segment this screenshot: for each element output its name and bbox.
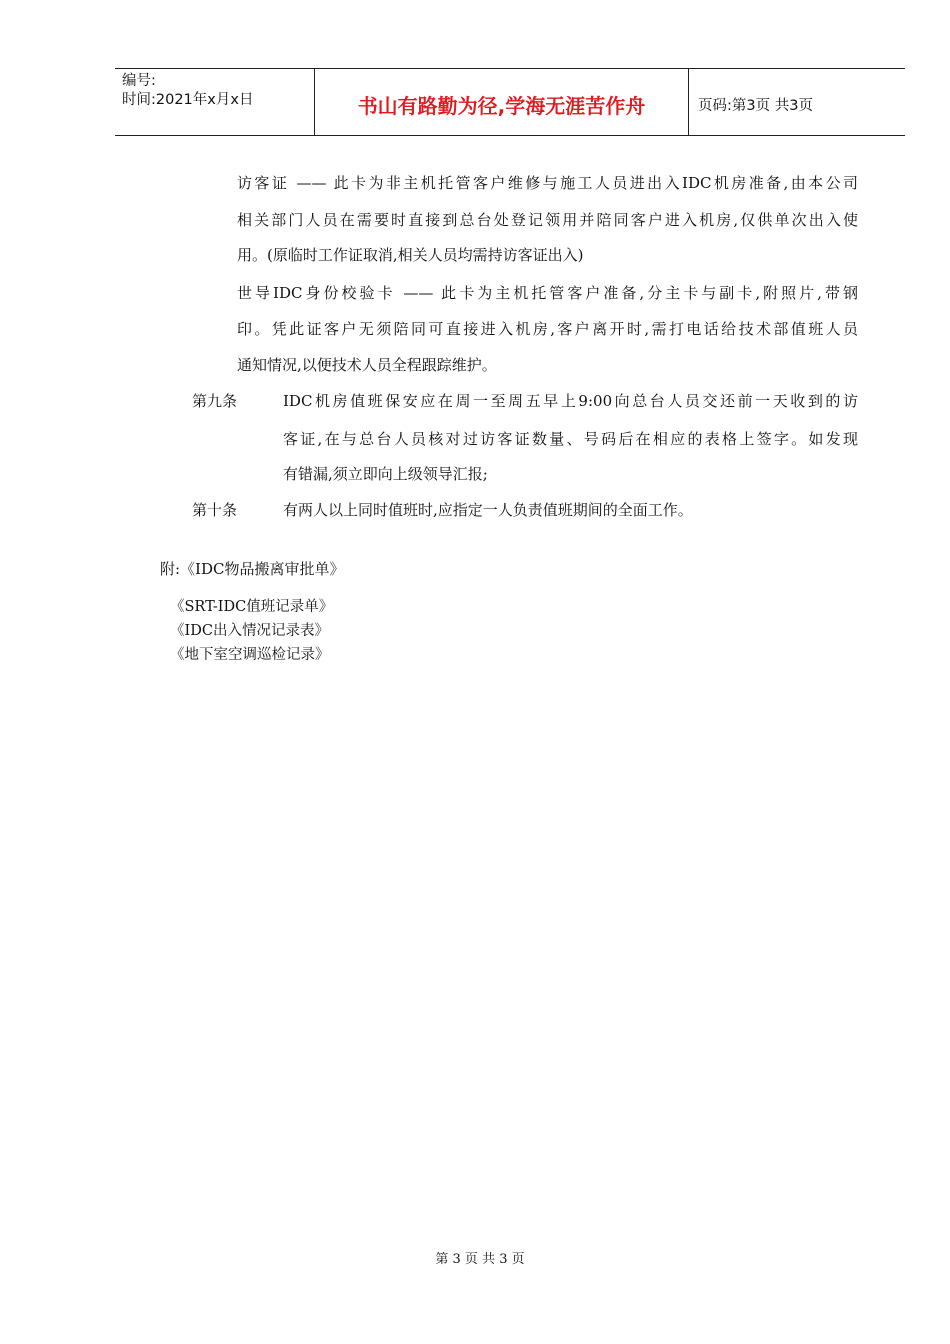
article10-text: 有两人以上同时值班时,应指定一人负责值班期间的全面工作。 bbox=[283, 501, 693, 519]
page-header bbox=[115, 68, 905, 136]
visitor-line-1: 访客证 —— 此卡为非主机托管客户维修与施工人员进出入IDC机房准备,由本公司 bbox=[237, 174, 858, 192]
idcard-line-2: 印。凭此证客户无须陪同可直接进入机房,客户离开时,需打电话给技术部值班人员 bbox=[237, 320, 858, 338]
idcard-line-1: 世导IDC身份校验卡 —— 此卡为主机托管客户准备,分主卡与副卡,附照片,带钢 bbox=[237, 284, 858, 302]
appendix-item-2: 《IDC出入情况记录表》 bbox=[170, 623, 329, 639]
article9-line-2: 客证,在与总台人员核对过访客证数量、号码后在相应的表格上签字。如发现 bbox=[283, 430, 858, 448]
header-page-info: 页码:第3页 共3页 bbox=[698, 97, 813, 114]
article10-label: 第十条 bbox=[192, 501, 238, 519]
appendix-item-3: 《地下室空调巡检记录》 bbox=[170, 647, 330, 663]
article9-label: 第九条 bbox=[192, 392, 238, 410]
number-label: 编号: bbox=[122, 73, 156, 89]
appendix-item-1: 《SRT-IDC值班记录单》 bbox=[170, 599, 334, 615]
page-footer: 第 3 页 共 3 页 bbox=[435, 1252, 525, 1267]
idcard-line-3: 通知情况,以便技术人员全程跟踪维护。 bbox=[237, 356, 497, 374]
visitor-line-3: 用。(原临时工作证取消,相关人员均需持访客证出入) bbox=[237, 246, 584, 264]
header-slogan: 书山有路勤为径,学海无涯苦作舟 bbox=[315, 69, 689, 135]
article9-line-3: 有错漏,须立即向上级领导汇报; bbox=[283, 465, 488, 483]
article9-line-1: IDC机房值班保安应在周一至周五早上9:00向总台人员交还前一天收到的访 bbox=[283, 392, 858, 410]
visitor-line-2: 相关部门人员在需要时直接到总台处登记领用并陪同客户进入机房,仅供单次出入使 bbox=[237, 211, 858, 229]
time-label: 时间:2021年x月x日 bbox=[122, 92, 254, 108]
appendix-first: 附:《IDC物品搬离审批单》 bbox=[160, 560, 345, 578]
header-meta bbox=[115, 69, 315, 135]
